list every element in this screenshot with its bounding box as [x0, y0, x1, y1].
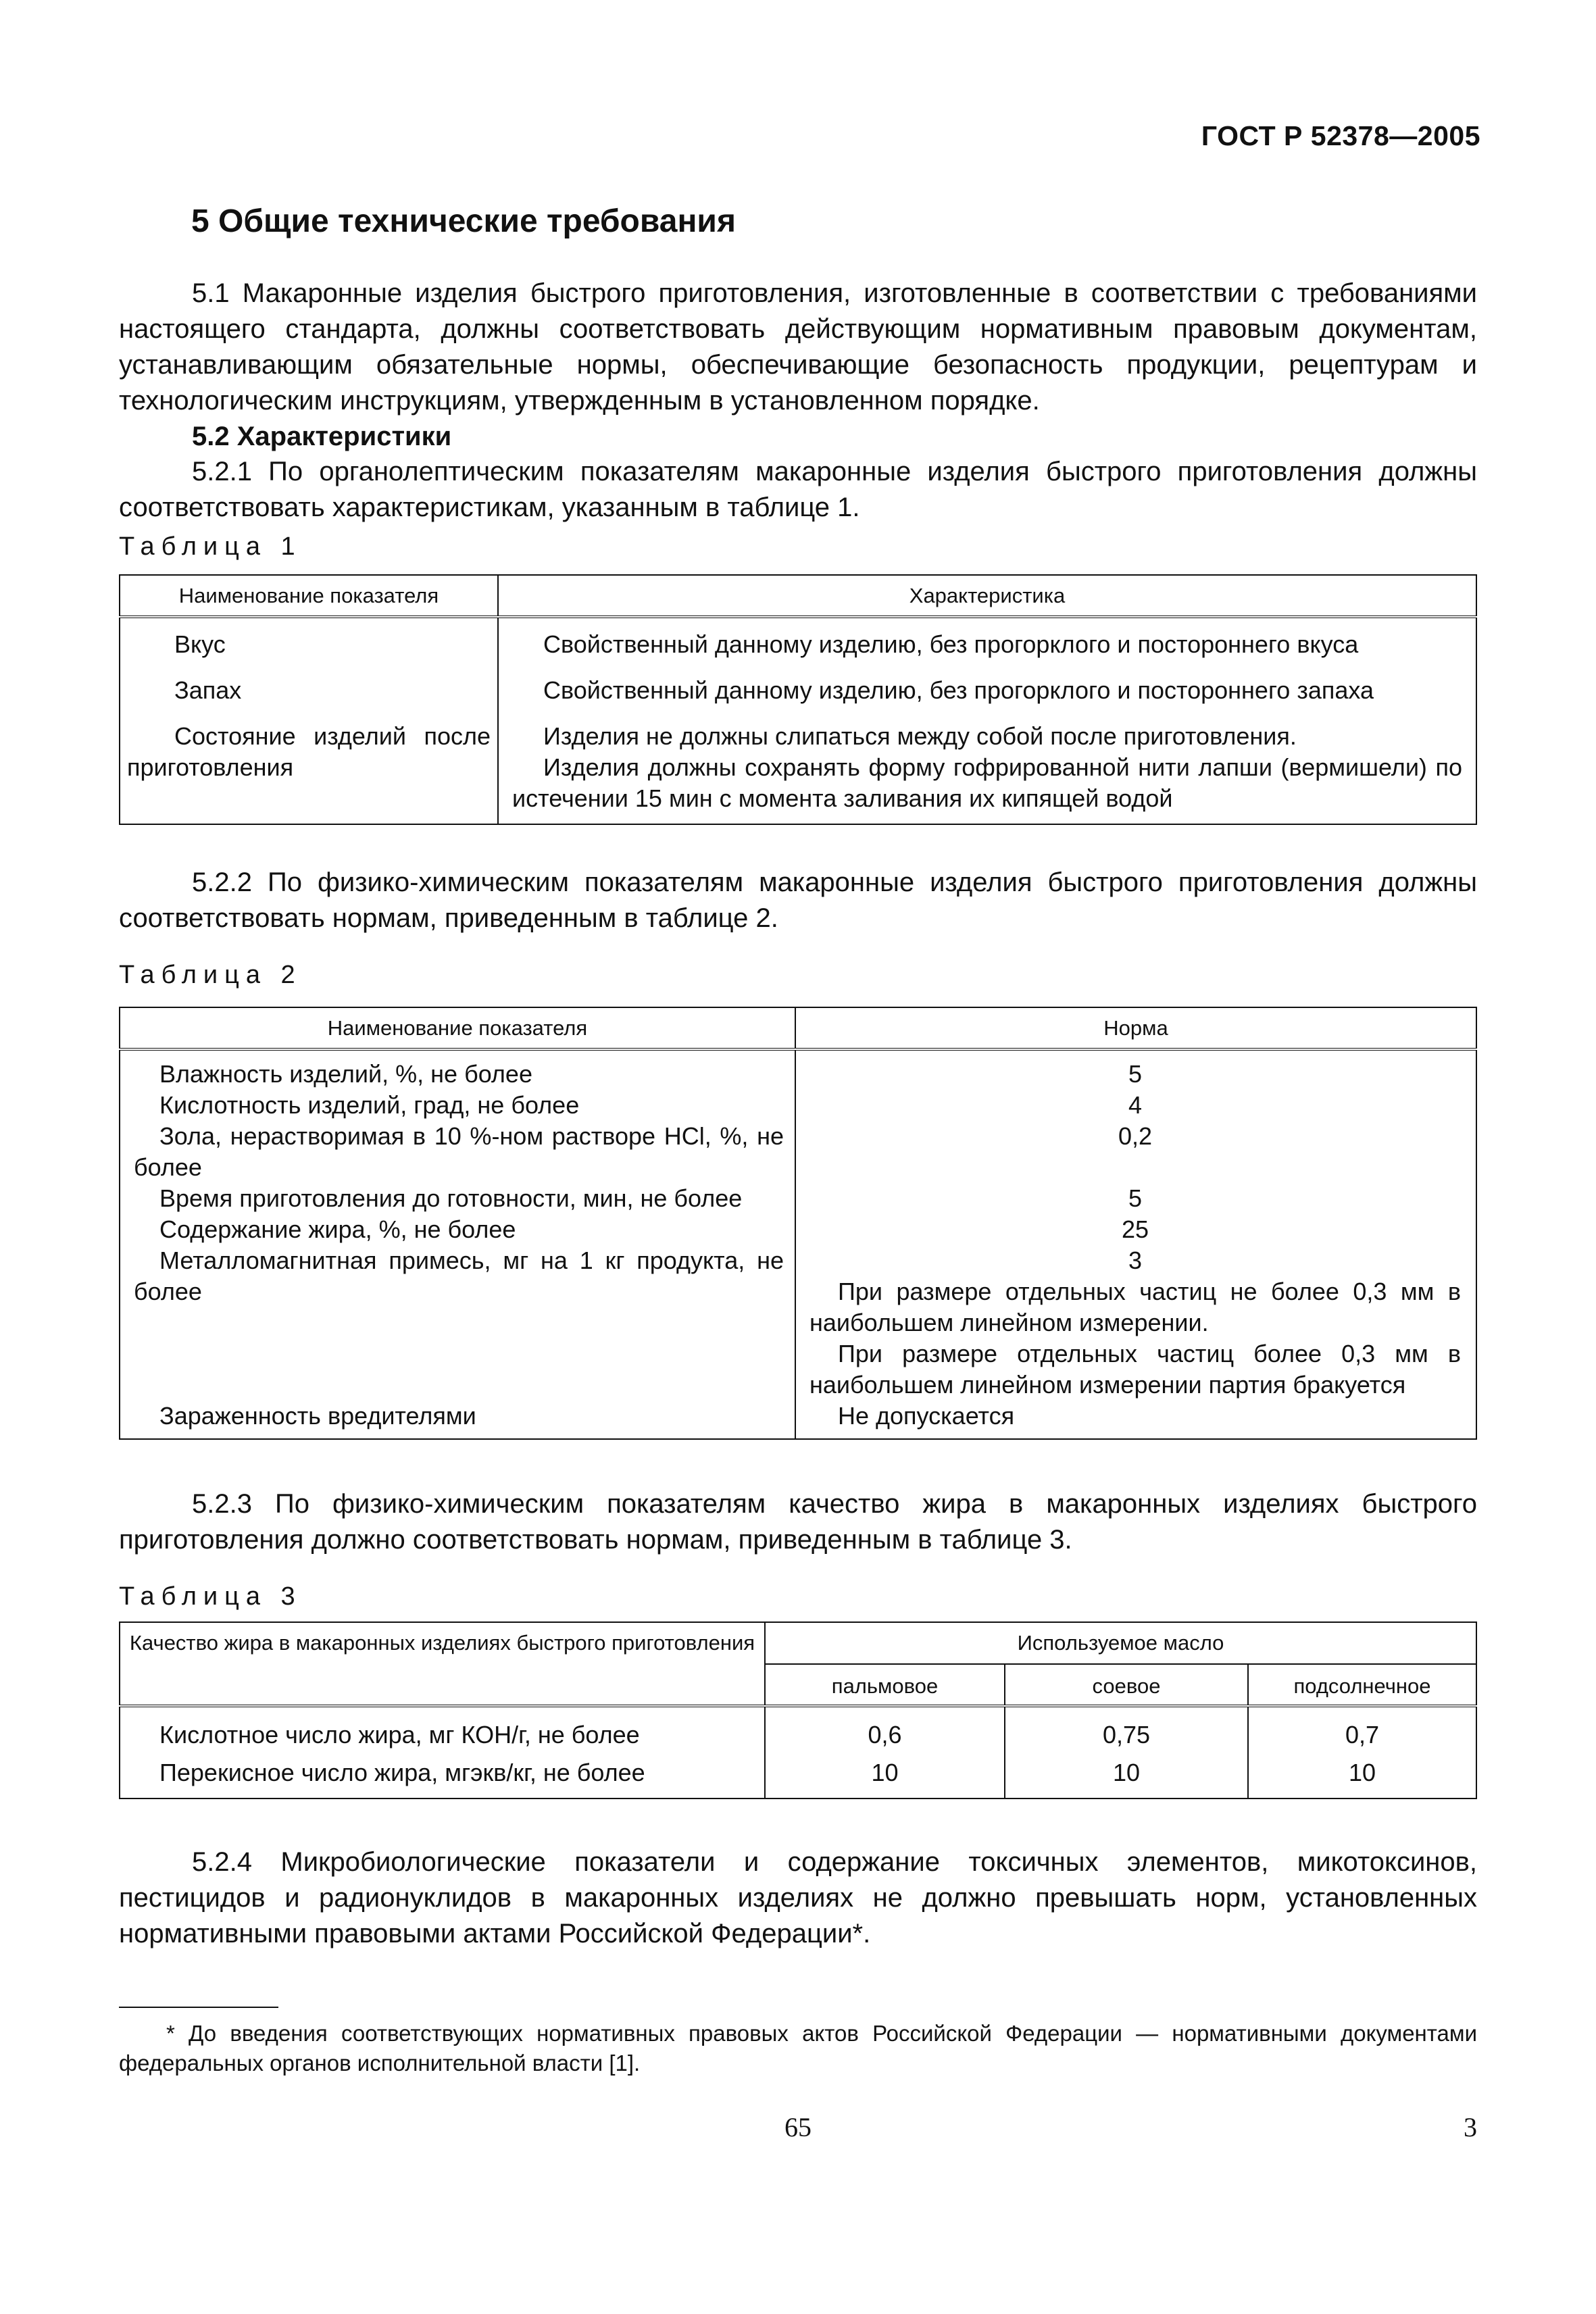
- table2-name-col: [120, 1049, 795, 1439]
- page-number-right: 3: [1464, 2112, 1477, 2142]
- paragraph-5-1: 5.1 Макаронные изделия быстрого приготовления, изготовленные в соответствии с требованиями настоящего стандарта, должны соответствовать действующим нормативным правовым документам, устанавливающим обязательные нормы, обеспечивающие безопасность продукции, рецептурам и технологическим инструкциям, утвержденным в установленном порядке.: [119, 278, 1477, 416]
- table2-cell: Содержание жира, %, не более: [159, 1215, 516, 1243]
- table2-cell: Кислотность изделий, град, не более: [159, 1091, 580, 1119]
- table1-cell: Изделия должны сохранять форму гофрированной нити лапши (вермишели) по истечении 15 мин с момента заливания их кипящей водой: [512, 753, 1462, 812]
- table3-name-col: [120, 1706, 765, 1799]
- table3-cell: 0,7: [1345, 1721, 1380, 1749]
- table3-oil-soy: соевое: [1005, 1664, 1248, 1706]
- heading-5-2: 5.2 Характеристики: [192, 422, 452, 451]
- footnote-rule: [119, 2007, 278, 2008]
- table2-cell: Влажность изделий, %, не более: [159, 1060, 532, 1088]
- table3-cell: Перекисное число жира, мгэкв/кг, не более: [159, 1759, 645, 1786]
- table3-sunflower-col: [1248, 1706, 1476, 1799]
- table3-oil-sunflower: подсолнечное: [1293, 1674, 1431, 1698]
- table1-caption: Таблица 1: [119, 532, 302, 561]
- table-3: [119, 1621, 1477, 1799]
- table1-value-col: [498, 617, 1476, 824]
- table2-cell: 3: [1128, 1247, 1143, 1274]
- table3-header-quality: Качество жира в макаронных изделиях быстрого приготовления: [120, 1622, 765, 1706]
- table3-cell: 10: [1112, 1759, 1141, 1786]
- paragraph-5-2-4: 5.2.4 Микробиологические показатели и содержание токсичных элементов, микотоксинов, пестицидов и радионуклидов в макаронных изделиях не должно превышать норм, установленных нормативными правовыми актами Российской Федерации*.: [119, 1847, 1477, 1948]
- table2-cell: Металломагнитная примесь, мг на 1 кг продукта, не более: [134, 1247, 784, 1305]
- table3-oil-palm: пальмовое: [765, 1664, 1005, 1706]
- page-number-center: 65: [784, 2112, 812, 2142]
- table2-header-name: Наименование показателя: [120, 1007, 795, 1049]
- section-title: 5 Общие технические требования: [191, 203, 736, 239]
- paragraph-5-2-3: 5.2.3 По физико-химическим показателям качество жира в макаронных изделиях быстрого приготовления должно соответствовать нормам, приведенным в таблице 3.: [119, 1489, 1477, 1555]
- table-1: [119, 574, 1477, 825]
- table2-cell: 0,2: [1118, 1122, 1153, 1150]
- paragraph-5-2-1: 5.2.1 По органолептическим показателям макаронные изделия быстрого приготовления должны соответствовать характеристикам, указанным в таблице 1.: [119, 457, 1477, 522]
- table1-cell: Свойственный данному изделию, без прогорклого и постороннего вкуса: [543, 630, 1359, 658]
- table2-cell: Не допускается: [838, 1402, 1015, 1430]
- table2-header-value: Норма: [1103, 1016, 1168, 1040]
- table3-header-oil: Используемое масло: [765, 1622, 1476, 1664]
- table2-cell: 5: [1128, 1060, 1143, 1088]
- table-2: [119, 1007, 1477, 1440]
- table2-cell: Зола, нерастворимая в 10 %-ном растворе HCl, %, не более: [134, 1122, 784, 1181]
- footnote: * До введения соответствующих нормативных правовых актов Российской Федерации — нормативными документами федеральных органов исполнительной власти [1].: [119, 2021, 1477, 2076]
- table3-cell: 10: [1348, 1759, 1376, 1786]
- table1-cell: Запах: [174, 676, 242, 704]
- table1-header-name: Наименование показателя: [120, 575, 498, 617]
- standard-code: ГОСТ Р 52378—2005: [1201, 120, 1480, 151]
- table3-soy-col: [1005, 1706, 1248, 1799]
- table1-cell: Изделия не должны слипаться между собой после приготовления.: [543, 722, 1297, 750]
- table1-cell: Состояние изделий после приготовления: [127, 722, 491, 781]
- table1-name-col: [120, 617, 498, 824]
- table2-cell: 5: [1128, 1184, 1143, 1212]
- table2-cell: 4: [1128, 1091, 1143, 1119]
- table3-cell: 0,6: [868, 1721, 902, 1749]
- table3-cell: 10: [871, 1759, 899, 1786]
- table1-cell: Свойственный данному изделию, без прогорклого и постороннего запаха: [543, 676, 1374, 704]
- table2-caption: Таблица 2: [119, 961, 302, 989]
- table1-header-value: Характеристика: [909, 584, 1066, 607]
- table3-cell: 0,75: [1102, 1721, 1151, 1749]
- table2-cell: 25: [1121, 1215, 1149, 1243]
- table3-cell: Кислотное число жира, мг КОН/г, не более: [159, 1721, 640, 1749]
- table2-cell: При размере отдельных частиц не более 0,3 мм в наибольшем линейном измерении.: [809, 1278, 1461, 1336]
- table2-value-col: [795, 1049, 1476, 1439]
- table1-cell: Вкус: [174, 630, 226, 658]
- table3-palm-col: [765, 1706, 1005, 1799]
- table2-cell: При размере отдельных частиц более 0,3 мм в наибольшем линейном измерении партия бракуется: [809, 1340, 1461, 1399]
- table3-caption: Таблица 3: [119, 1582, 302, 1611]
- table2-cell: Время приготовления до готовности, мин, не более: [159, 1184, 743, 1212]
- table2-cell: Зараженность вредителями: [159, 1402, 476, 1430]
- paragraph-5-2-2: 5.2.2 По физико-химическим показателям макаронные изделия быстрого приготовления должны соответствовать нормам, приведенным в таблице 2.: [119, 867, 1477, 933]
